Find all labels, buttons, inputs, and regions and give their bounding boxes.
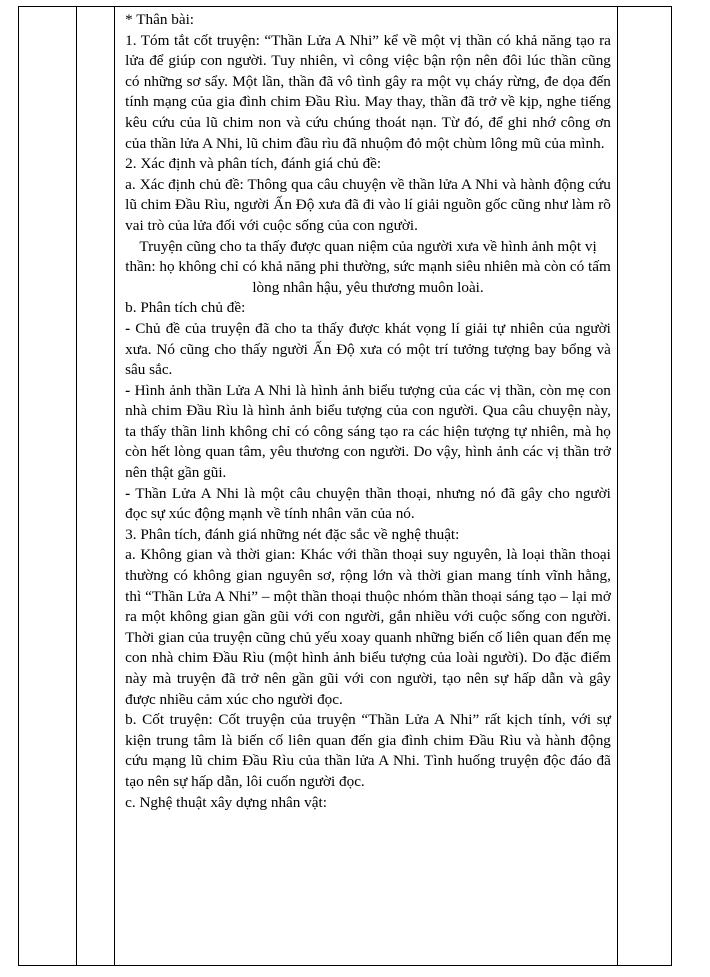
- empty-cell-4: [617, 7, 671, 966]
- list-item: [125, 319, 611, 381]
- empty-cell-2: [77, 7, 115, 966]
- art-heading: 3. Phân tích, đánh giá những nét đặc sắc về nghệ thuật:: [125, 525, 460, 543]
- theme-analysis-heading: b. Phân tích chủ đề:: [125, 299, 246, 317]
- body-text: [115, 7, 617, 813]
- bullet-mark: -: [125, 381, 131, 399]
- bullet-text: Hình ảnh thần Lửa A Nhi là hình ảnh biểu tượng của các vị thần, còn mẹ con nhà chim Đầu Rìu là hình ảnh biểu tượng của con người. Qua câu chuyện này, ta thấy thần linh không chỉ có công sáng tạo ra các hiện tượng tự nhiên, mà họ còn hết lòng quan tâm, yêu thương con người. Do vậy, hình ảnh các vị thần trở nên thật gần gũi.: [125, 381, 611, 482]
- list-item: [125, 381, 611, 484]
- summary-paragraph: 1. Tóm tắt cốt truyện: “Thần Lửa A Nhi” kể về một vị thần có khả năng tạo ra lửa để giúp con người. Tuy nhiên, vì công việc bận rộn nên đôi lúc thần cũng có những sơ sẩy. Một lần, thần đã vô tình gây ra một vụ cháy rừng, đe dọa đến tính mạng của gia đình chim Đầu Rìu. May thay, thần đã trở về kịp, nghe tiếng kêu cứu của lũ chim non và cứu chúng thoát nạn. Từ đó, để ghi nhớ công ơn của thần lửa A Nhi, lũ chim đầu rìu đã nhuộm đỏ một chùm lông mũ của mình.: [125, 31, 611, 152]
- character-heading: c. Nghệ thuật xây dựng nhân vật:: [125, 793, 327, 811]
- table-row: [19, 7, 672, 966]
- section-heading: * Thân bài:: [125, 11, 195, 28]
- content-table: [18, 6, 672, 966]
- plot-paragraph: b. Cốt truyện: Cốt truyện của truyện “Thần Lửa A Nhi” rất kịch tính, với sự kiện trung tâm là biến cố liên quan đến gia đình chim Đầu Rìu và hành động cứu mạng lũ chim Đầu Rìu của thần lửa A Nhi. Tình huống truyện độc đáo đã tạo nên sự hấp dẫn, lôi cuốn người đọc.: [125, 711, 611, 790]
- theme-heading: 2. Xác định và phân tích, đánh giá chủ đề:: [125, 155, 382, 173]
- bullet-text: Chủ đề của truyện đã cho ta thấy được khát vọng lí giải tự nhiên của người xưa. Nó cũng cho thấy người Ấn Độ xưa có một trí tưởng tượng bay bổng và sâu sắc.: [125, 319, 611, 379]
- theme-identification: a. Xác định chủ đề: Thông qua câu chuyện về thần lửa A Nhi và hành động cứu lũ chim Đầu Rìu, người Ấn Độ xưa đã đi vào lí giải nguồn gốc cũng như làm rõ vai trò của lửa đối với cuộc sống của con người.: [125, 175, 611, 234]
- bullet-text: Thần Lửa A Nhi là một câu chuyện thần thoại, nhưng nó đã gây cho người đọc sự xúc động mạnh về tính nhân văn của nó.: [125, 484, 611, 523]
- space-time-paragraph: a. Không gian và thời gian: Khác với thần thoại suy nguyên, là loại thần thoại thường có không gian nguyên sơ, rộng lớn và thời gian mang tính vĩnh hằng, thì “Thần Lửa A Nhi” – một thần thoại thuộc nhóm thần thoại sáng tạo – lại mở ra một không gian gần gũi với con người, gắn nhiều với cuộc sống con người. Thời gian của truyện cũng chủ yếu xoay quanh những biến cố liên quan đến mẹ con nhà chim Đầu Rìu (một hình ảnh biểu tượng của loài người). Do đặc điểm này mà truyện đã trở nên gần gũi với con người, tạo nên sự hấp dẫn và gây được nhiều cảm xúc cho người đọc.: [125, 546, 611, 708]
- content-cell: [115, 7, 618, 966]
- list-item: [125, 484, 611, 525]
- bullet-mark: -: [125, 319, 131, 337]
- empty-cell-1: [19, 7, 77, 966]
- bullet-mark: -: [125, 484, 131, 502]
- theme-identification-centered: Truyện cũng cho ta thấy được quan niệm của người xưa về hình ảnh một vị thần: họ không chỉ có khả năng phi thường, sức mạnh siêu nhiên mà còn có tấm lòng nhân hậu, yêu thương muôn loài.: [125, 237, 611, 296]
